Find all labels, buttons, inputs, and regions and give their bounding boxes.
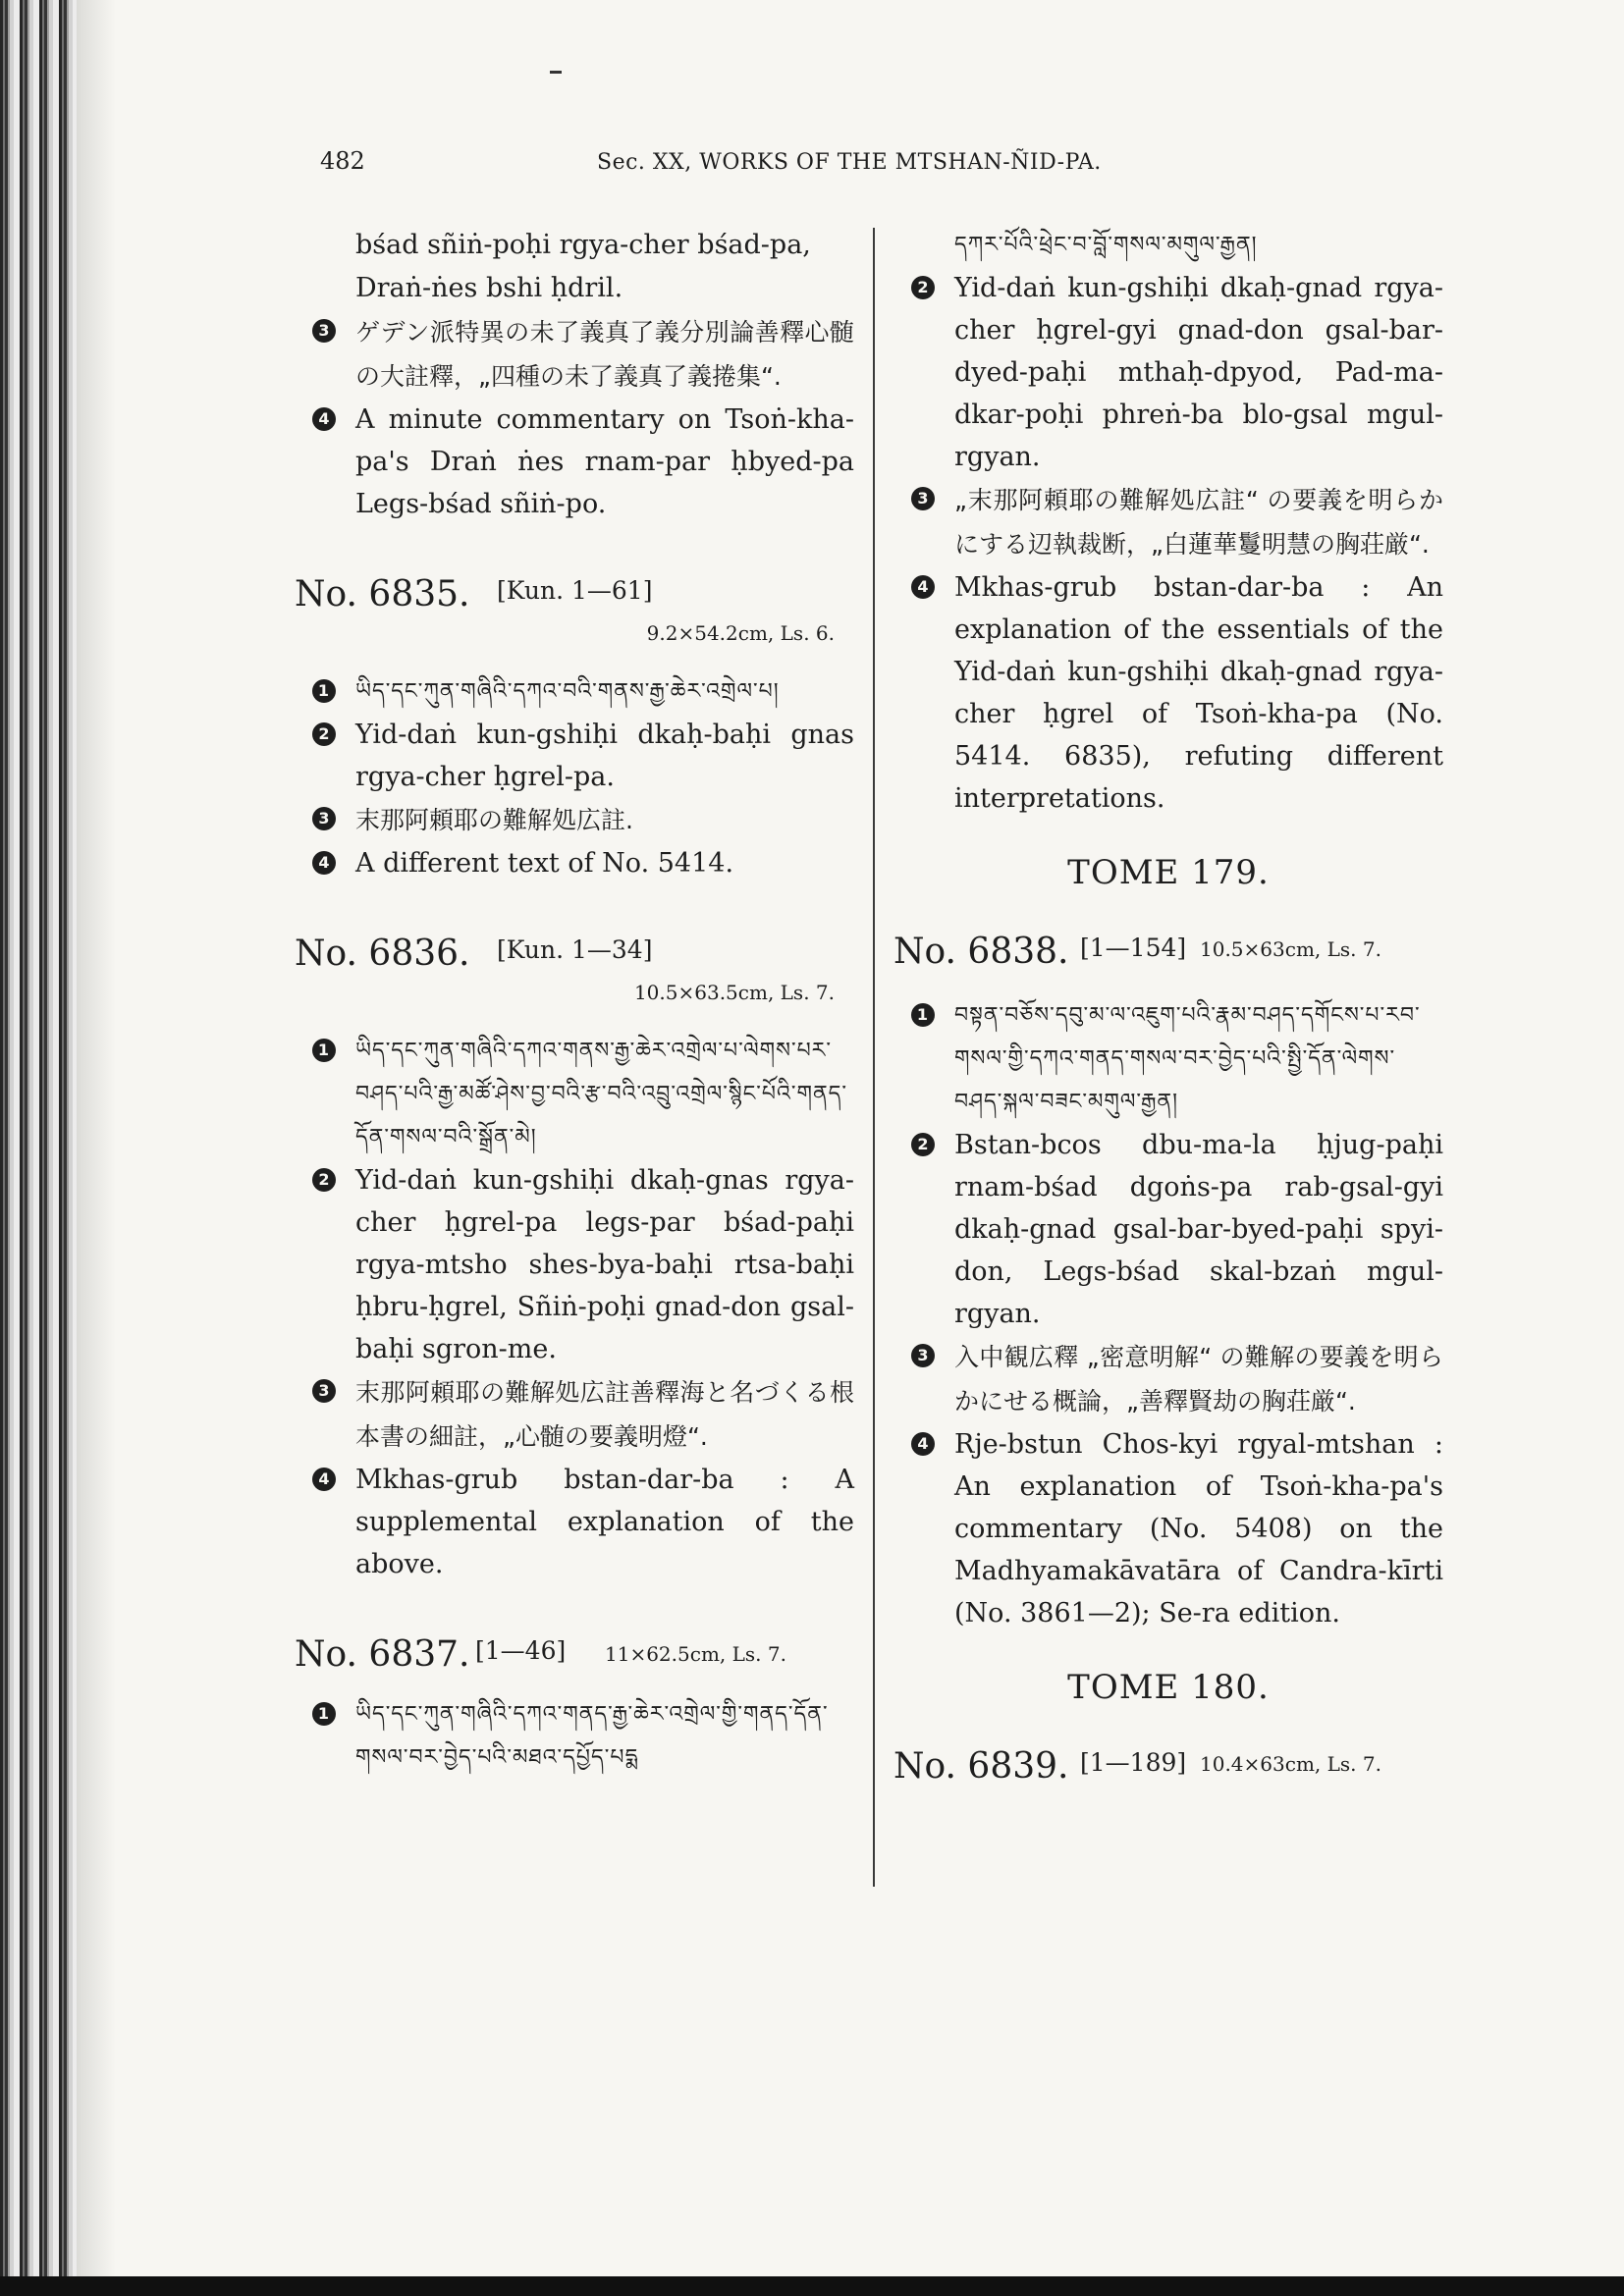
transliteration-item: 2 Yid-daṅ kun-gshiḥi dkaḥ-baḥi gnas rgya-cher ḥgrel-pa.: [295, 714, 854, 798]
tibetan-title-item: 1 ཡིད་དང་ཀུན་གཞིའི་དཀའ་གནད་རྒྱ་ཆེར་འགྲེལ་གྱི་གནད་དོན་གསལ་བར་བྱེད་པའི་མཐའ་དཔྱོད་པདྨ: [295, 1693, 854, 1780]
entry-number: No. 6838.: [893, 932, 1069, 972]
circled-3-icon: 3: [312, 319, 336, 343]
circled-2-icon: 2: [911, 1133, 935, 1156]
transliteration-item: 2 Yid-daṅ kun-gshiḥi dkaḥ-gnad rgya-cher ḥgrel-gyi gnad-don gsal-bar-dyed-paḥi mthaḥ-dpyod, Pad-ma-dkar-poḥi phreṅ-ba blo-gsal mgul-rgyan.: [893, 267, 1443, 478]
description-item: 4 Mkhas-grub bstan-dar-ba : An explanation of the essentials of the Yid-daṅ kun-gshiḥi dkaḥ-gnad rgya-cher ḥgrel of Tsoṅ-kha-pa (No. 5414. 6835), refuting different interpretations.: [893, 566, 1443, 820]
page-number: 482: [320, 147, 365, 175]
circled-3-icon: 3: [312, 1379, 336, 1403]
entry-range: [1—154]: [1080, 934, 1187, 962]
description-item: 4 Mkhas-grub bstan-dar-ba : A supplemental explanation of the above.: [295, 1459, 854, 1585]
transliteration-item: 2 Yid-daṅ kun-gshiḥi dkaḥ-gnas rgya-cher ḥgrel-pa legs-par bśad-paḥi rgya-mtsho shes-bya-baḥi rtsa-baḥi ḥbru-ḥgrel, Sñiṅ-poḥi gnad-don gsal-baḥi sgron-me.: [295, 1159, 854, 1370]
japanese-title-item: 3 入中観広釋 „密意明解“ の難解の要義を明らかにせる概論，„善釋賢劫の胸荘厳“.: [893, 1335, 1443, 1423]
tibetan-title-continuation: དཀར་པོའི་ཕྲེང་བ་བློ་གསལ་མགུལ་རྒྱན།: [954, 233, 1258, 257]
scan-speck: [550, 71, 562, 74]
entry-dimensions: 11×62.5cm, Ls. 7.: [605, 1642, 786, 1666]
circled-4-icon: 4: [911, 1432, 935, 1456]
entry-range: [Kun. 1—61]: [497, 576, 653, 605]
circled-2-icon: 2: [312, 1168, 336, 1192]
entry-range: [1—46]: [475, 1636, 567, 1665]
entry-header-6835: [295, 568, 854, 615]
entry-header-6836: [295, 928, 854, 975]
carry-over-line: Draṅ-ṅes bshi ḥdril.: [355, 273, 623, 303]
circled-3-icon: 3: [911, 487, 935, 510]
tibetan-title-item: 1 ཡིད་དང་ཀུན་གཞིའི་དཀའ་བའི་གནས་རྒྱ་ཆེར་འགྲེལ་པ།: [295, 670, 854, 714]
description-item: 4 A different text of No. 5414.: [295, 842, 854, 884]
circled-2-icon: 2: [312, 722, 336, 746]
entry-header-6838: [893, 926, 1443, 973]
circled-1-icon: 1: [911, 1003, 935, 1027]
circled-3-icon: 3: [312, 807, 336, 830]
entry-number: No. 6837.: [295, 1634, 470, 1675]
right-column: [893, 224, 1443, 1788]
japanese-title-item: 3 ゲデン派特異の未了義真了義分別論善釋心髄の大註釋，„四種の未了義真了義捲集“.: [295, 310, 854, 399]
scan-binding-edge: [0, 0, 77, 2296]
circled-2-icon: 2: [911, 276, 935, 299]
circled-4-icon: 4: [312, 851, 336, 875]
entry-dimensions: 9.2×54.2cm, Ls. 6.: [646, 621, 835, 645]
tome-heading: TOME 180.: [1067, 1668, 1270, 1707]
entry-dimensions: 10.5×63.5cm, Ls. 7.: [633, 981, 835, 1004]
scan-bottom-edge: [0, 2276, 1624, 2296]
carry-over-line: bśad sñiṅ-poḥi rgya-cher bśad-pa,: [355, 230, 811, 260]
entry-range: [Kun. 1—34]: [497, 935, 653, 964]
transliteration-item: 2 Bstan-bcos dbu-ma-la ḥjug-paḥi rnam-bśad dgoṅs-pa rab-gsal-gyi dkaḥ-gnad gsal-bar-byed-paḥi spyi-don, Legs-bśad skal-bzaṅ mgul-rgyan.: [893, 1124, 1443, 1335]
circled-4-icon: 4: [911, 575, 935, 599]
circled-1-icon: 1: [312, 1039, 336, 1062]
entry-dimensions: 10.4×63cm, Ls. 7.: [1200, 1752, 1381, 1776]
left-column: [295, 224, 854, 1780]
entry-header-6839: [893, 1740, 1443, 1788]
circled-3-icon: 3: [911, 1344, 935, 1367]
japanese-title-item: 3 „末那阿頼耶の難解処広註“ の要義を明らかにする辺執裁断，„白蓮華鬘明慧の胸荘厳“.: [893, 478, 1443, 566]
circled-4-icon: 4: [312, 1468, 336, 1491]
scan-shadow: [77, 0, 116, 2296]
description-item: 4 A minute commentary on Tsoṅ-kha-pa's Draṅ ṅes rnam-par ḥbyed-pa Legs-bśad sñiṅ-po.: [295, 399, 854, 525]
entry-number: No. 6836.: [295, 934, 470, 974]
column-divider: [873, 228, 875, 1887]
entry-dimensions: 10.5×63cm, Ls. 7.: [1200, 937, 1381, 961]
entry-header-6837: [295, 1629, 854, 1676]
tibetan-title-item: 1 བསྟན་བཅོས་དབུ་མ་ལ་འཇུག་པའི་རྣམ་བཤད་དགོངས་པ་རབ་གསལ་གྱི་དཀའ་གནད་གསལ་བར་བྱེད་པའི་སྤྱི་དོན་ལེགས་བཤད་སྐལ་བཟང་མགུལ་རྒྱན།: [893, 994, 1443, 1124]
japanese-title-item: 3 末那阿頼耶の難解処広註善釋海と名づくる根本書の細註，„心髄の要義明燈“.: [295, 1370, 854, 1459]
circled-1-icon: 1: [312, 1702, 336, 1726]
japanese-title-item: 3 末那阿頼耶の難解処広註.: [295, 798, 854, 842]
entry-range: [1—189]: [1080, 1748, 1187, 1777]
entry-number: No. 6835.: [295, 574, 470, 614]
tome-heading: TOME 179.: [1067, 853, 1270, 892]
running-head: Sec. XX, WORKS OF THE MTSHAN-ÑID-PA.: [597, 150, 1102, 175]
tibetan-title-item: 1 ཡིད་དང་ཀུན་གཞིའི་དཀའ་གནས་རྒྱ་ཆེར་འགྲེལ་པ་ལེགས་པར་བཤད་པའི་རྒྱ་མཚོ་ཤེས་བྱ་བའི་རྩ་བའི་འབྲུ་འགྲེལ་སྙིང་པོའི་གནད་དོན་གསལ་བའི་སྒྲོན་མེ།: [295, 1030, 854, 1159]
circled-1-icon: 1: [312, 679, 336, 703]
description-item: 4 Rje-bstun Chos-kyi rgyal-mtshan : An explanation of Tsoṅ-kha-pa's commentary (No. 5408) on the Madhyamakāvatāra of Candra-kīrti (No. 3861—2); Se-ra edition.: [893, 1423, 1443, 1634]
circled-4-icon: 4: [312, 407, 336, 431]
entry-number: No. 6839.: [893, 1746, 1069, 1787]
